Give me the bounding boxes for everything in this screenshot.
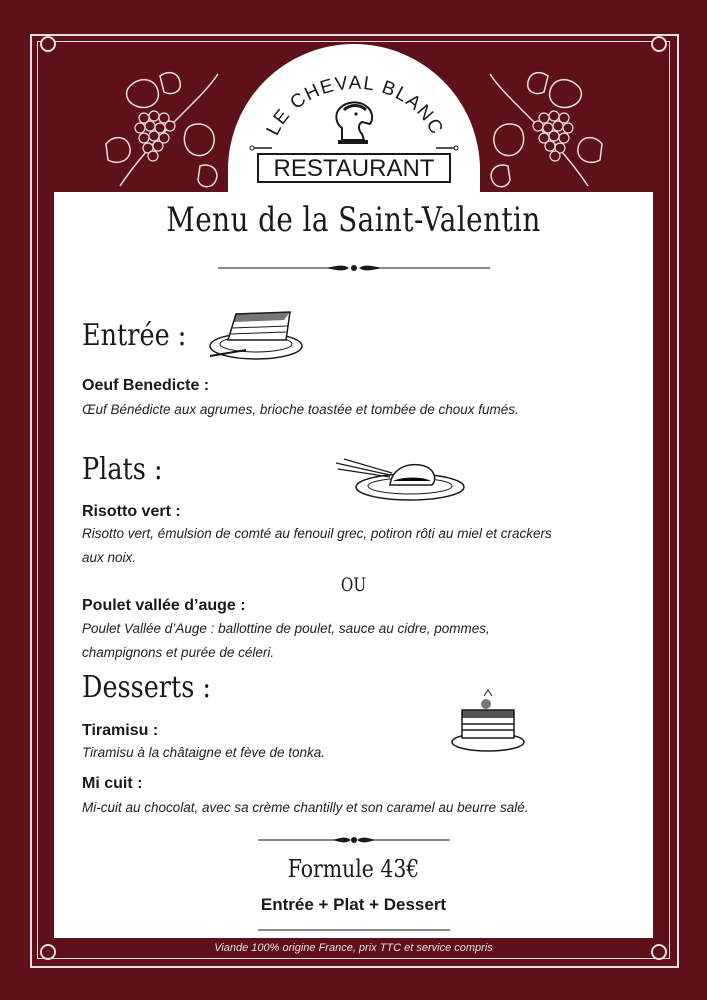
- grape-vine-icon: [480, 66, 608, 192]
- dish-name: Mi cuit :: [82, 775, 143, 792]
- dish-description: Poulet Vallée d’Auge : ballottine de poulet, sauce au cidre, pommes, champignons et purée de céleri.: [82, 621, 490, 660]
- section-heading-entree: Entrée :: [82, 318, 187, 353]
- section-heading-plats: Plats :: [82, 452, 163, 487]
- formula-content: Entrée + Plat + Dessert: [260, 895, 447, 914]
- pie-illustration: [206, 306, 306, 364]
- dish-name: Oeuf Benedicte :: [82, 377, 210, 394]
- dish-description: Mi-cuit au chocolat, avec sa crème chantilly et son caramel au beurre salé.: [82, 800, 529, 815]
- title-divider: [218, 262, 490, 274]
- corner-ornament: [651, 944, 667, 960]
- dish-name: Tiramisu :: [82, 722, 159, 739]
- logo-subtitle: RESTAURANT: [273, 155, 435, 182]
- footer-note: Viande 100% origine France, prix TTC et service compris: [214, 942, 493, 954]
- dish-description: Œuf Bénédicte aux agrumes, brioche toastée et tombée de choux fumés.: [82, 402, 519, 417]
- logo-name-arc: LE CHEVAL BLANC: [262, 72, 448, 139]
- dish-description: Tiramisu à la châtaigne et fève de tonka.: [82, 745, 326, 760]
- dish-name: Poulet vallée d’auge :: [82, 597, 246, 614]
- dish-description: Risotto vert, émulsion de comté au fenouil grec, potiron rôti au miel et crackers aux noix.: [82, 526, 552, 565]
- dish-name: Risotto vert :: [82, 503, 181, 520]
- corner-ornament: [40, 36, 56, 52]
- roast-illustration: [334, 455, 466, 503]
- alternative-separator: OU: [340, 574, 367, 596]
- grape-vine-icon: [100, 66, 228, 192]
- section-heading-desserts: Desserts :: [82, 670, 212, 705]
- corner-ornament: [651, 36, 667, 52]
- page-title: Menu de la Saint-Valentin: [166, 200, 541, 240]
- restaurant-logo: [228, 44, 480, 194]
- footer-divider: [258, 926, 450, 934]
- formula-title: Formule 43€: [287, 855, 420, 883]
- horse-head-icon: [336, 102, 372, 144]
- formula-divider: [258, 834, 450, 846]
